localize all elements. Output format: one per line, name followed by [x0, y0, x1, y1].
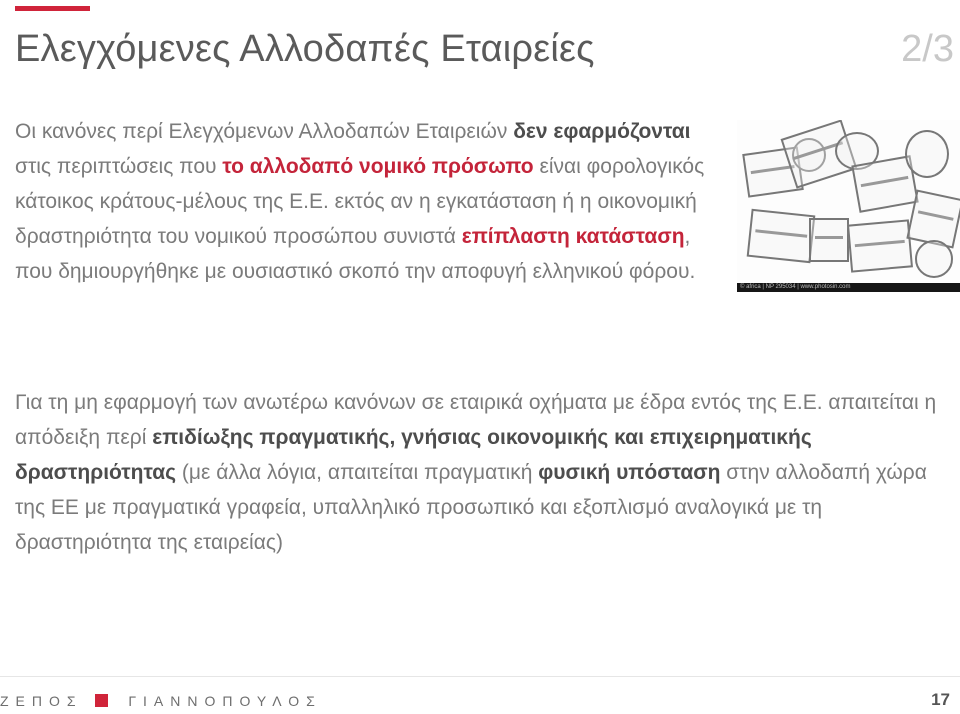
emphasis-not-applied: δεν εφαρμόζονται: [513, 120, 691, 143]
stamp-shape: [915, 240, 953, 278]
image-credit-caption: © africa | ΝΡ 295034 | www.photosin.com: [737, 283, 960, 292]
paragraph-exemption: [15, 114, 727, 289]
emphasis-physical-substance: φυσική υπόσταση: [538, 461, 721, 484]
text-run: στις περιπτώσεις που: [15, 155, 223, 178]
slide-page-count: 2/3: [901, 28, 954, 70]
brand-name-first: ΖΕΠΟΣ: [0, 693, 83, 709]
slide-title: Ελεγχόμενες Αλλοδαπές Εταιρείες: [15, 28, 595, 70]
brand-name-second: ΓΙΑΝΝΟΠΟΥΛΟΣ: [128, 693, 322, 709]
text-run: (με άλλα λόγια, απαιτείται πραγματική: [176, 461, 539, 484]
text-run: Για τη μη εφαρμογή των ανωτέρω κανόνων σε εταιρικά οχήματα με έδρα εντός της Ε.Ε. απαιτείται η απόδειξη περί: [15, 391, 937, 449]
emphasis-artificial-arrangement: επίπλαστη κατάσταση: [461, 225, 685, 248]
stamp-shape: [809, 218, 849, 262]
emphasis-genuine-activity: επιδίωξης πραγματικής, γνήσιας οικονομικής και επιχειρηματικής δραστηριότητας: [15, 426, 812, 484]
brand-ampersand-mark: [95, 694, 108, 707]
passport-stamps-image: [737, 120, 960, 292]
brand-logo: [0, 693, 322, 709]
text-run: Οι κανόνες περί Ελεγχόμενων Αλλοδαπών Εταιρειών: [15, 120, 514, 143]
text-run: στην αλλοδαπή χώρα της ΕΕ με πραγματικά γραφεία, υπαλληλικό προσωπικό και εξοπλισμό αναλογικά με τη δραστηριότητα της εταιρείας): [15, 461, 927, 554]
emphasis-foreign-entity: το αλλοδαπό νομικό πρόσωπο: [222, 155, 534, 178]
stamp-shape: [905, 130, 949, 178]
text-run: , που δημιουργήθηκε με ουσιαστικό σκοπό την αποφυγή ελληνικού φόρου.: [15, 225, 696, 283]
stamp-shape: [847, 219, 913, 272]
title-accent-bar: [15, 6, 90, 11]
paragraph-substance-requirement: [15, 385, 950, 560]
slide-number: 17: [931, 690, 950, 709]
stamp-shape: [747, 209, 816, 263]
footer-divider: [0, 676, 960, 677]
text-run: είναι φορολογικός κάτοικος κράτους-μέλους της Ε.Ε. εκτός αν η εγκατάσταση ή η οικονομική δραστηριότητα του νομικού προσώπου συνιστά: [15, 155, 705, 248]
